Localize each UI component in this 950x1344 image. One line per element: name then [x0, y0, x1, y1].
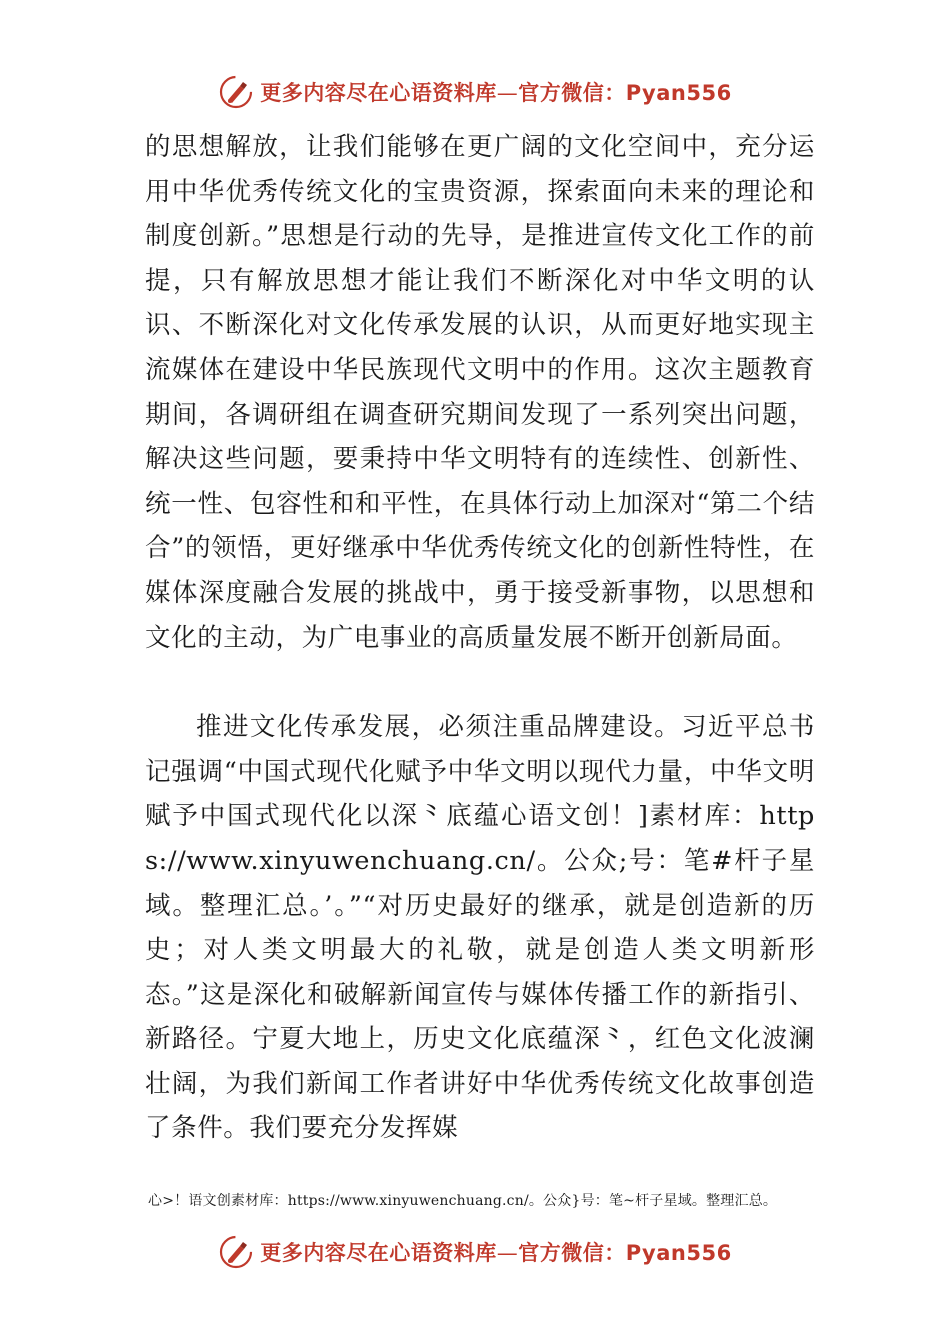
footer-banner	[0, 1228, 950, 1276]
footer-banner-text: 更多内容尽在心语资料库—官方微信：Pyan556	[260, 1241, 732, 1265]
body-paragraph-1: 的思想解放，让我们能够在更广阔的文化空间中，充分运用中华优秀传统文化的宝贵资源，探索面向未来的理论和制度创新。”思想是行动的先导，是推进宣传文化工作的前提，只有解放思想才能让我们不断深化对中华文明的认识、不断深化对文化传承发展的认识，从而更好地实现主流媒体在建设中华民族现代文明中的作用。这次主题教育期间，各调研组在调查研究期间发现了一系列突出问题，解决这些问题，要秉持中华文明特有的连续性、创新性、统一性、包容性和和平性，在具体行动上加深对“第二个结合”的领悟，更好继承中华优秀传统文化的创新性特性，在媒体深度融合发展的挑战中，勇于接受新事物，以思想和文化的主动，为广电事业的高质量发展不断开创新局面。	[145, 132, 815, 653]
source-footnote: 心>！语文创素材库：https://www.xinyuwenchuang.cn/。公众}号：笔~杆子星域。整理汇总。	[148, 1193, 778, 1209]
pen-logo-icon	[218, 1234, 254, 1270]
header-banner-text: 更多内容尽在心语资料库—官方微信：Pyan556	[260, 81, 732, 105]
pen-logo-icon	[218, 74, 254, 110]
header-banner	[0, 68, 950, 116]
document-body	[145, 125, 815, 1151]
body-paragraph-2: 推进文化传承发展，必须注重品牌建设。习近平总书记强调“中国式现代化赋予中华文明以现代力量，中华文明赋予中国式现代化以深⺀底蕴心语文创！]素材库：https://www.xinyuwenchuang.cn/。公众;号：笔#杆子星域。整理汇总。’。”“对历史最好的继承，就是创造新的历史；对人类文明最大的礼敬，就是创造人类文明新形态。”这是深化和破解新闻宣传与媒体传播工作的新指引、新路径。宁夏大地上，历史文化底蕴深⺀，红色文化波澜壮阔，为我们新闻工作者讲好中华优秀传统文化故事创造了条件。我们要充分发挥媒	[145, 712, 815, 1144]
